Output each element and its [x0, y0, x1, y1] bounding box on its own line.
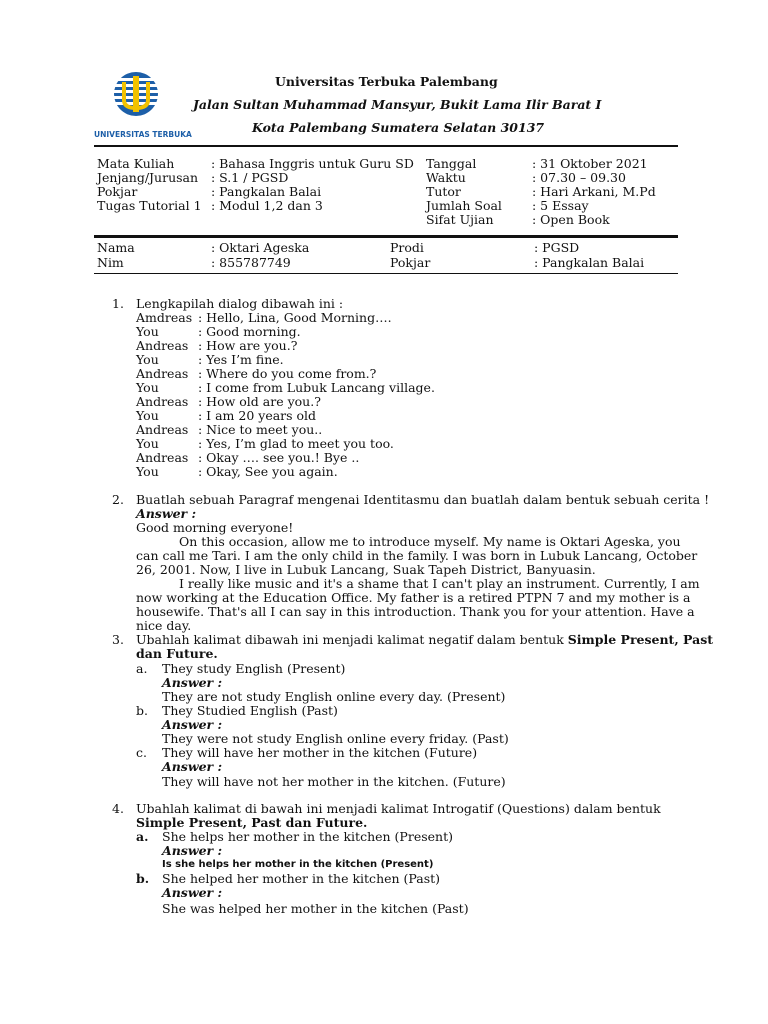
item-letter: b.	[136, 703, 148, 718]
answer-greeting: Good morning everyone!	[136, 520, 294, 535]
student-label: Nim	[97, 255, 124, 270]
info-value: : Modul 1,2 dan 3	[211, 198, 323, 213]
student-value: : 855787749	[211, 255, 291, 270]
answer-label: Answer :	[162, 843, 223, 858]
dialog-speaker: Andreas	[136, 394, 189, 409]
answer-paragraph-line: now working at the Education Office. My father is a retired PTPN 7 and my mother is a	[136, 590, 691, 605]
item-answer: They were not study English online every friday. (Past)	[162, 731, 509, 746]
item-question: She helped her mother in the kitchen (Past)	[162, 871, 441, 886]
student-label: Prodi	[390, 240, 424, 255]
info-value: : Open Book	[532, 212, 610, 227]
item-letter: b.	[136, 871, 150, 886]
prompt-emphasis: dan Future.	[136, 646, 218, 661]
dialog-speaker: You	[136, 464, 159, 479]
dialog-line	[136, 451, 359, 465]
info-label: Mata Kuliah	[97, 156, 175, 171]
dialog-line	[136, 395, 321, 409]
dialog-text: : Okay …. see you.! Bye ..	[198, 450, 360, 465]
info-divider	[94, 235, 678, 238]
answer-label: Answer :	[162, 885, 223, 900]
info-value: : S.1 / PGSD	[211, 170, 289, 185]
dialog-speaker: Andreas	[136, 338, 189, 353]
student-divider	[94, 273, 678, 274]
answer-label: Answer :	[162, 759, 223, 774]
dialog-text: : How are you.?	[198, 338, 298, 353]
header-line-3: Kota Palembang Sumatera Selatan 30137	[252, 120, 545, 135]
info-value: : Bahasa Inggris untuk Guru SD	[211, 156, 414, 171]
dialog-speaker: You	[136, 352, 159, 367]
item-question: She helps her mother in the kitchen (Present)	[162, 829, 453, 844]
question-number: 1.	[112, 296, 124, 311]
dialog-line	[136, 409, 316, 423]
question-number: 4.	[112, 801, 124, 816]
dialog-text: : I come from Lubuk Lancang village.	[198, 380, 435, 395]
header-line-2: Jalan Sultan Muhammad Mansyur, Bukit Lama Ilir Barat I	[193, 97, 602, 112]
dialog-speaker: Amdreas	[136, 310, 193, 325]
info-label: Tutor	[426, 184, 461, 199]
dialog-speaker: Andreas	[136, 450, 189, 465]
answer-paragraph-line: can call me Tari. I am the only child in the family. I was born in Lubuk Lancang, October	[136, 548, 698, 563]
dialog-line	[136, 423, 322, 437]
info-label: Pokjar	[97, 184, 138, 199]
dialog-line	[136, 311, 392, 325]
answer-paragraph-line: I really like music and it's a shame that I can't play an instrument. Currently, I am	[179, 576, 700, 591]
dialog-line	[136, 437, 394, 451]
dialog-speaker: Andreas	[136, 422, 189, 437]
answer-paragraph-line: housewife. That's all I can say in this introduction. Thank you for your attention. Have a	[136, 604, 695, 619]
item-question: They study English (Present)	[162, 661, 346, 676]
logo-text: UNIVERSITAS TERBUKA	[94, 130, 192, 139]
dialog-text: : Nice to meet you..	[198, 422, 323, 437]
dialog-speaker: You	[136, 408, 159, 423]
info-value: : 31 Oktober 2021	[532, 156, 648, 171]
dialog-text: : Hello, Lina, Good Morning….	[198, 310, 392, 325]
answer-label: Answer :	[162, 675, 223, 690]
info-label: Jenjang/Jurusan	[97, 170, 199, 185]
university-emblem-icon	[94, 70, 178, 134]
dialog-line	[136, 381, 435, 395]
question-number: 2.	[112, 492, 124, 507]
question-prompt: Ubahlah kalimat di bawah ini menjadi kalimat Introgatif (Questions) dalam bentuk	[136, 801, 661, 816]
question-prompt: Buatlah sebuah Paragraf mengenai Identitasmu dan buatlah dalam bentuk sebuah cerita !	[136, 492, 710, 507]
student-label: Pokjar	[390, 255, 431, 270]
dialog-line	[136, 353, 284, 367]
dialog-text: : I am 20 years old	[198, 408, 317, 423]
info-value: : 5 Essay	[532, 198, 589, 213]
question-number: 3.	[112, 632, 124, 647]
info-label: Tugas Tutorial 1	[97, 198, 202, 213]
dialog-speaker: Andreas	[136, 366, 189, 381]
question-prompt	[136, 633, 713, 647]
dialog-text: : Good morning.	[198, 324, 301, 339]
dialog-line	[136, 339, 297, 353]
question-prompt: Lengkapilah dialog dibawah ini :	[136, 296, 344, 311]
prompt-emphasis: Simple Present, Past	[567, 632, 714, 647]
prompt-text: Ubahlah kalimat dibawah ini menjadi kalimat negatif dalam bentuk	[136, 632, 568, 647]
info-value: : 07.30 – 09.30	[532, 170, 626, 185]
info-value: : Hari Arkani, M.Pd	[532, 184, 656, 199]
item-letter: a.	[136, 661, 148, 676]
answer-paragraph-line: 26, 2001. Now, I live in Lubuk Lancang, Suak Tapeh District, Banyuasin.	[136, 562, 596, 577]
answer-paragraph-line: On this occasion, allow me to introduce myself. My name is Oktari Ageska, you	[179, 534, 681, 549]
dialog-line	[136, 325, 301, 339]
item-letter: c.	[136, 745, 147, 760]
dialog-text: : Yes I’m fine.	[198, 352, 284, 367]
student-value: : Pangkalan Balai	[534, 255, 645, 270]
university-logo	[94, 70, 178, 134]
answer-label: Answer :	[162, 717, 223, 732]
dialog-line	[136, 367, 376, 381]
info-label: Waktu	[426, 170, 466, 185]
item-answer: They are not study English online every day. (Present)	[162, 689, 506, 704]
dialog-text: : Yes, I’m glad to meet you too.	[198, 436, 394, 451]
dialog-speaker: You	[136, 380, 159, 395]
info-value: : Pangkalan Balai	[211, 184, 322, 199]
student-value: : Oktari Ageska	[211, 240, 310, 255]
header-line-1: Universitas Terbuka Palembang	[275, 74, 498, 89]
student-label: Nama	[97, 240, 135, 255]
dialog-text: : Where do you come from.?	[198, 366, 377, 381]
answer-label: Answer :	[136, 506, 197, 521]
item-answer: They will have not her mother in the kitchen. (Future)	[162, 774, 506, 789]
dialog-text: : How old are you.?	[198, 394, 321, 409]
header-divider	[94, 145, 678, 147]
dialog-speaker: You	[136, 436, 159, 451]
dialog-text: : Okay, See you again.	[198, 464, 338, 479]
item-answer: Is she helps her mother in the kitchen (Present)	[162, 859, 434, 870]
info-label: Jumlah Soal	[426, 198, 502, 213]
item-letter: a.	[136, 829, 149, 844]
prompt-emphasis: Simple Present, Past dan Future.	[136, 815, 368, 830]
info-label: Tanggal	[426, 156, 477, 171]
dialog-line	[136, 465, 338, 479]
item-question: They Studied English (Past)	[162, 703, 338, 718]
info-label: Sifat Ujian	[426, 212, 494, 227]
answer-paragraph-line: nice day.	[136, 618, 192, 633]
student-value: : PGSD	[534, 240, 580, 255]
dialog-speaker: You	[136, 324, 159, 339]
item-question: They will have her mother in the kitchen (Future)	[162, 745, 478, 760]
item-answer: She was helped her mother in the kitchen (Past)	[162, 901, 469, 916]
